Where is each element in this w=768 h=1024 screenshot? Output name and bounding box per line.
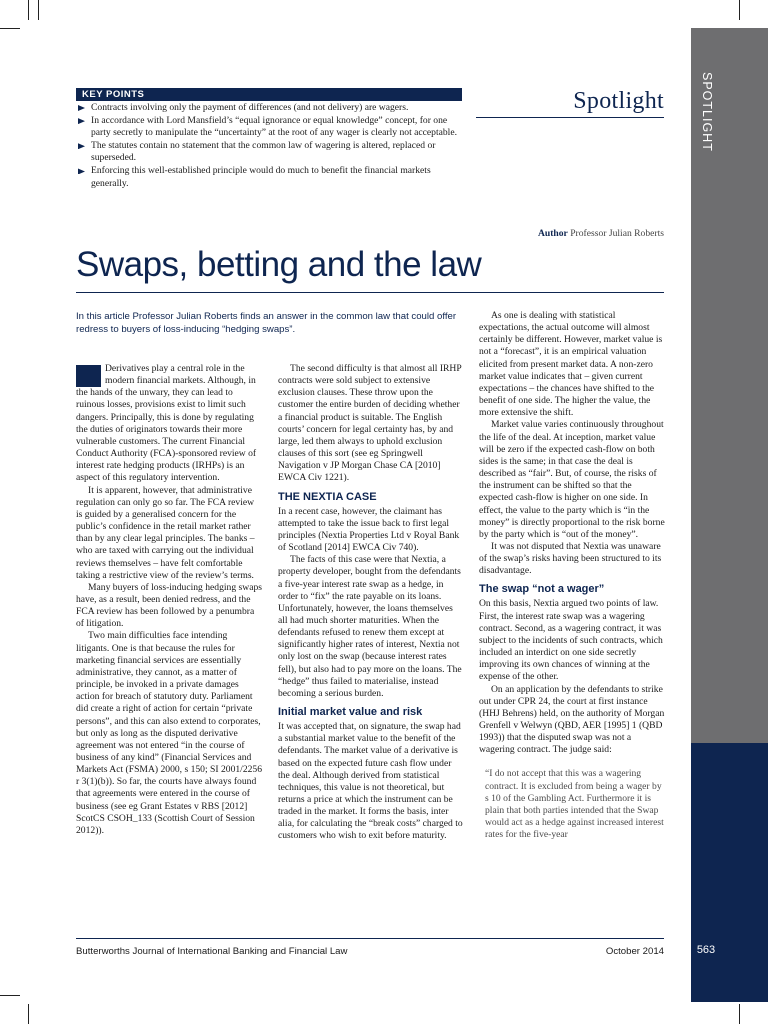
section-heading: THE NEXTIA CASE: [278, 490, 377, 503]
key-point-item: [76, 165, 468, 189]
sidebar-section-label: SPOTLIGHT: [700, 72, 714, 152]
key-point-text: Contracts involving only the payment of differences (and not delivery) are wagers.: [91, 102, 409, 113]
footer-date: October 2014: [605, 946, 664, 957]
body-paragraph: In a recent case, however, the claimant has attempted to take the issue back to first legal principles (Nextia Properties Ltd v Royal Bank of Scotland [2014] EWCA Civ 740).: [278, 505, 460, 554]
key-point-item: [76, 115, 468, 139]
footer-rule: [76, 938, 664, 939]
author-line: [420, 228, 664, 239]
body-paragraph: It is apparent, however, that administrative regulation can only go so far. The FCA review is guided by a generalised concern for the public’s confidence in the retail market rather than by any clear legal principles. The banks – who are taxed with carrying out the individual reviews themselves – have felt comfortable taking a restrictive view of the review’s terms.: [76, 484, 255, 581]
block-quote: “I do not accept that this was a wagering contract. It is excluded from being a wager by s 10 of the Gambling Act. Furthermore it is plain that both parties intended that the Swap would act as a hedge against increased interest rates for the five-year: [485, 768, 664, 841]
body-column-1: [76, 363, 262, 837]
body-paragraph: It was not disputed that Nextia was unaware of the swap’s risks having been structured to its disadvantage.: [479, 540, 662, 577]
key-points-header: KEY POINTS: [76, 88, 462, 101]
body-column-2: [278, 363, 464, 843]
key-point-text: In accordance with Lord Mansfield’s “equal ignorance or equal knowledge” concept, for one party secretly to manipulate the “uncertainty” at the root of any wager is clearly not acceptable.: [91, 115, 458, 139]
sidebar-band-footer: [691, 743, 768, 1002]
body-paragraph: On this basis, Nextia argued two points of law. First, the interest rate swap was a wagering contract. Second, as a wagering contract, it was subject to the incidents of such contracts, which included an interdict on one side secretly improving its own chances of winning at the expense of the other.: [479, 598, 663, 683]
body-paragraph: [76, 363, 262, 485]
key-point-text: Enforcing this well-established principle would do much to benefit the financial markets generally.: [91, 165, 431, 189]
arrow-bullet-icon: [78, 168, 85, 174]
crop-mark: [739, 1004, 740, 1024]
arrow-bullet-icon: [78, 118, 85, 124]
body-paragraph: It was accepted that, on signature, the swap had a substantial market value to the benefit of the defendants. The market value of a derivative is based on the expected future cash flow under the deal. Although derived from statistical techniques, this value is not theoretical, but returns a price at which the instrument can be traded in the market. It forms the basis, inter alia, for calculating the “break costs” charged to customers who wish to exit before maturity.: [278, 721, 463, 842]
body-paragraph: On an application by the defendants to strike out under CPR 24, the court at first instance (HHJ Behrens) held, on the authority of Morgan Grenfell v Welwyn (QBD, AER [1995] 1 (QBD 1993)) that the disputed swap was not a wagering contract. The judge said:: [479, 683, 665, 756]
key-point-text: The statutes contain no statement that the common law of wagering is altered, replaced or superseded.: [91, 140, 436, 164]
key-point-item: [76, 102, 468, 114]
body-paragraph: Many buyers of loss-inducing hedging swaps have, as a result, been denied redress, and the FCA review has been followed by a penumbra of litigation.: [76, 581, 262, 630]
section-label: Spotlight: [573, 88, 664, 114]
author-label: Author: [537, 228, 568, 239]
author-name: Professor Julian Roberts: [570, 228, 664, 239]
arrow-bullet-icon: [78, 105, 85, 111]
section-rule: [476, 117, 664, 118]
key-point-item: [76, 140, 468, 164]
page-number: 563: [696, 944, 716, 956]
body-column-3: [479, 310, 665, 841]
title-rule: [76, 292, 664, 293]
footer-publication: Butterworths Journal of International Banking and Financial Law: [76, 946, 348, 957]
body-paragraph: Two main difficulties face intending litigants. One is that because the rules for marketing financial services are essentially administrative, they cannot, as a matter of principle, be invoked in a private damages action for breach of statutory duty. Parliament did create a right of action for certain “private persons”, and this can also extend to corporates, but only as long as the disputed derivative agreement was not entered “in the course of business of any kind” (Financial Services and Markets Act (FSMA) 2000, s 150; SI 2001/2256 r 3(1)(b)). So far, the courts have always found that agreements were entered in the course of business (see eg Grant Estates v RBS [2012] ScotCS CSOH_133 (Scottish Court of Session 2012)).: [76, 630, 263, 836]
section-heading: The swap “not a wager”: [479, 583, 605, 596]
arrow-bullet-icon: [78, 143, 85, 149]
crop-mark: [28, 0, 29, 20]
body-paragraph: The second difficulty is that almost all IRHP contracts were sold subject to extensive exclusion clauses. These throw upon the customer the entire burden of deciding whether a financial product is suitable. The English courts’ concern for legal certainty has, by and large, led them always to uphold exclusion clauses of this sort (see eg Springwell Navigation v JP Morgan Chase CA [2010] EWCA Civ 1221).: [278, 363, 462, 484]
body-paragraph-text: Derivatives play a central role in the modern financial markets. Although, in the hands of the unwary, they can lead to ruinous losses, provisions exist to limit such dangers. Principally, this is done by regulating the duties of originators towards their more vulnerable customers. The current Financial Conduct Authority (FCA)-sponsored review of interest rate hedging products (IRHPs) is an aspect of this regulatory intervention.: [76, 363, 257, 484]
body-paragraph: The facts of this case were that Nextia, a property developer, bought from the defendants a five-year interest rate swap as a hedge, in order to “fix” the rate payable on its loans. Unfortunately, however, the loans themselves all had much shorter maturities. When the defendants refused to renew them except at significantly higher rates of interest, Nextia not only lost on the swap (because interest rates fell), but also had to pay more on the loans. The “hedge” thus failed to materialise, instead becoming a serious burden.: [278, 554, 462, 699]
crop-mark: [739, 0, 740, 20]
key-points-list: [76, 102, 468, 191]
body-paragraph: Market value varies continuously throughout the life of the deal. At inception, market value will be zero if the expected cash-flow on both sides is the same; in that case the deal is described as “fair”. But, of course, the risks of the instrument can be shifted so that the expected cash-flow is higher on one side. In effect, the value to the party which is “in the money” is directly proportional to the risk borne by the party which is “out of the money”.: [479, 419, 665, 540]
crop-mark: [0, 28, 20, 29]
section-heading: Initial market value and risk: [278, 706, 423, 719]
crop-mark: [38, 0, 39, 20]
body-paragraph: As one is dealing with statistical expectations, the actual outcome will almost certainly be different. However, market value is not a “forecast”, it is an empirical valuation elicited from present market data. A non-zero market value indicates that – given current expectations – the chances have shifted to the benefit of one side. The higher the value, the more extensive the shift.: [479, 310, 663, 419]
crop-mark: [0, 995, 20, 996]
drop-cap-block: [76, 365, 101, 387]
standfirst: In this article Professor Julian Roberts finds an answer in the common law that could offer redress to buyers of loss-inducing “hedging swaps”.: [76, 311, 457, 336]
crop-mark: [28, 1004, 29, 1024]
article-title: Swaps, betting and the law: [76, 245, 482, 284]
